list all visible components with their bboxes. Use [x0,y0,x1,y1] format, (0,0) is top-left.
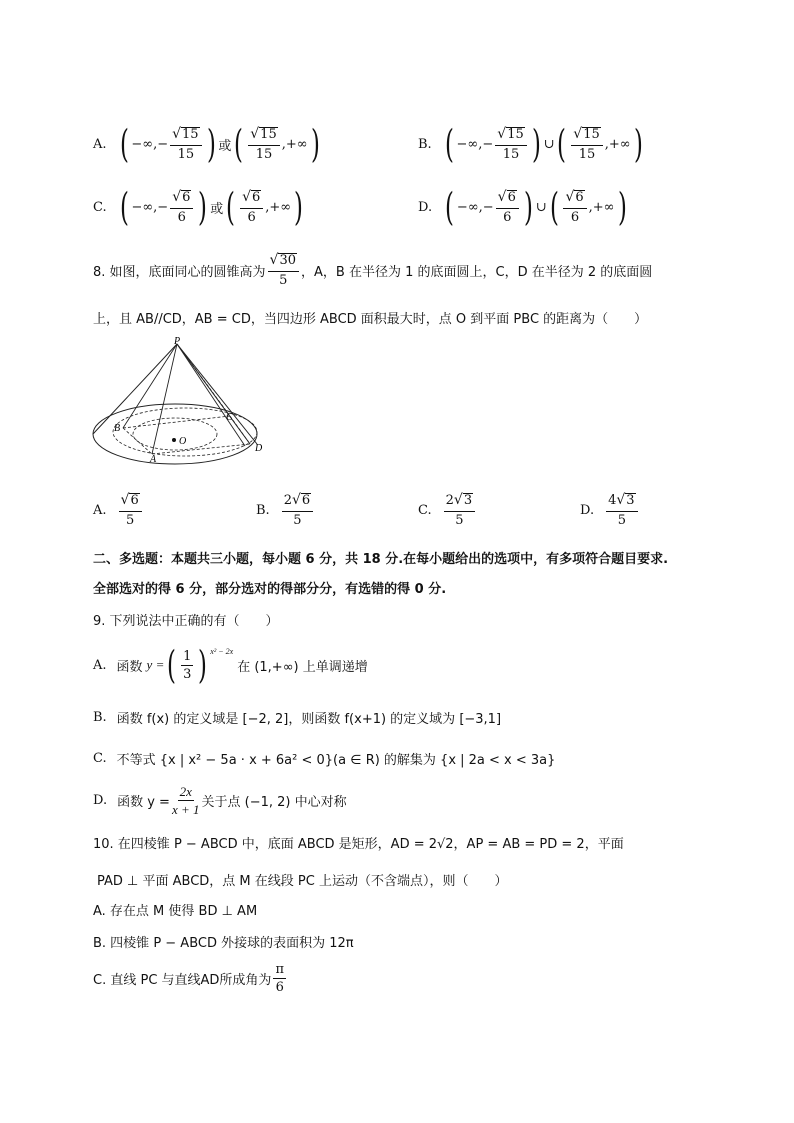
q7-option-b: B. ( −∞,− √ 15 15 ) ∪ ( √ 15 15 ,+∞ ) [418,122,643,166]
q8-option-c: C. 2 √ 3 5 [418,490,477,530]
q9-option-d: D. 函数 y = $\frac{2x}{x + 1}$ 关于点 (−1, 2) 中心对称 [93,783,347,817]
section2-line2: 全部选对的得 6 分，部分选对的得部分分，有选错的得 0 分. [93,581,447,597]
q8-stem-line2: 上，且 AB//CD，AB = CD，当四边形 ABCD 面积最大时，点 O 到平面 PBC 的距离为（ ） [93,311,648,327]
label-d: D [255,443,263,454]
label-c: C [226,412,233,423]
option-label: B. [418,136,432,152]
q8-stem-line1: 8. 如图，底面同心的圆锥高为 √ 30 5 ，A，B 在半径为 1 的底面圆上，C，D 在半径为 2 的底面圆 [93,252,653,288]
q9-option-a: A. 函数 y = ( $\frac{1}{3}$ ) x² − 2x 在 (1,+∞) 上单调递增 [93,643,368,687]
label-b: B [114,423,121,434]
section2-line1: 二、多选题：本题共三小题，每小题 6 分，共 18 分.在每小题给出的选项中，有多项符合题目要求. [93,551,669,567]
option-label: D. [418,199,433,215]
q8-option-b: B. 2 √ 6 5 [256,490,315,530]
q8-option-d: D. 4 √ 3 5 [580,490,640,530]
option-label: A. [93,136,107,152]
q9-option-b: B. 函数 f(x) 的定义域是 [−2, 2]，则函数 f(x+1) 的定义域为 [−3,1] [93,709,502,727]
q10-stem-line1: 10. 在四棱锥 P − ABCD 中，底面 ABCD 是矩形，AD = 2√2，AP = AB = PD = 2，平面 [93,836,624,852]
q7-option-a: A. ( −∞,− √ 15 15 ) 或 ( √ 15 15 ,+∞ ) [93,122,320,166]
q7-option-c: C. ( −∞,− √ 6 6 ) 或 ( √ 6 6 ,+∞ ) [93,185,304,229]
q10-stem-line2: PAD ⊥ 平面 ABCD，点 M 在线段 PC 上运动（不含端点），则（ ） [97,873,508,889]
q10-option-b: B. 四棱锥 P − ABCD 外接球的表面积为 12π [93,935,354,951]
q8-option-a: A. √ 6 5 [93,490,144,530]
label-o: O [179,436,187,447]
q10-option-a: A. 存在点 M 使得 BD ⊥ AM [93,903,258,919]
q7-option-d: D. ( −∞,− √ 6 6 ) ∪ ( √ 6 6 ,+∞ ) [418,185,627,229]
inner-base-circle [133,418,217,450]
q9-option-c: C. 不等式 {x | x² − 5a · x + 6a² < 0}(a ∈ R) 的解集为 {x | 2a < x < 3a} [93,750,556,768]
center-point [172,438,176,442]
q9-stem: 9. 下列说法中正确的有（ ） [93,613,279,629]
label-a: A [150,454,157,465]
option-label: C. [93,199,107,215]
q10-option-c: C. 直线 PC 与直线AD所成角为 $\frac{\pi}{6}$ [93,961,284,995]
cone-figure [90,336,280,476]
label-p: P [174,336,181,347]
